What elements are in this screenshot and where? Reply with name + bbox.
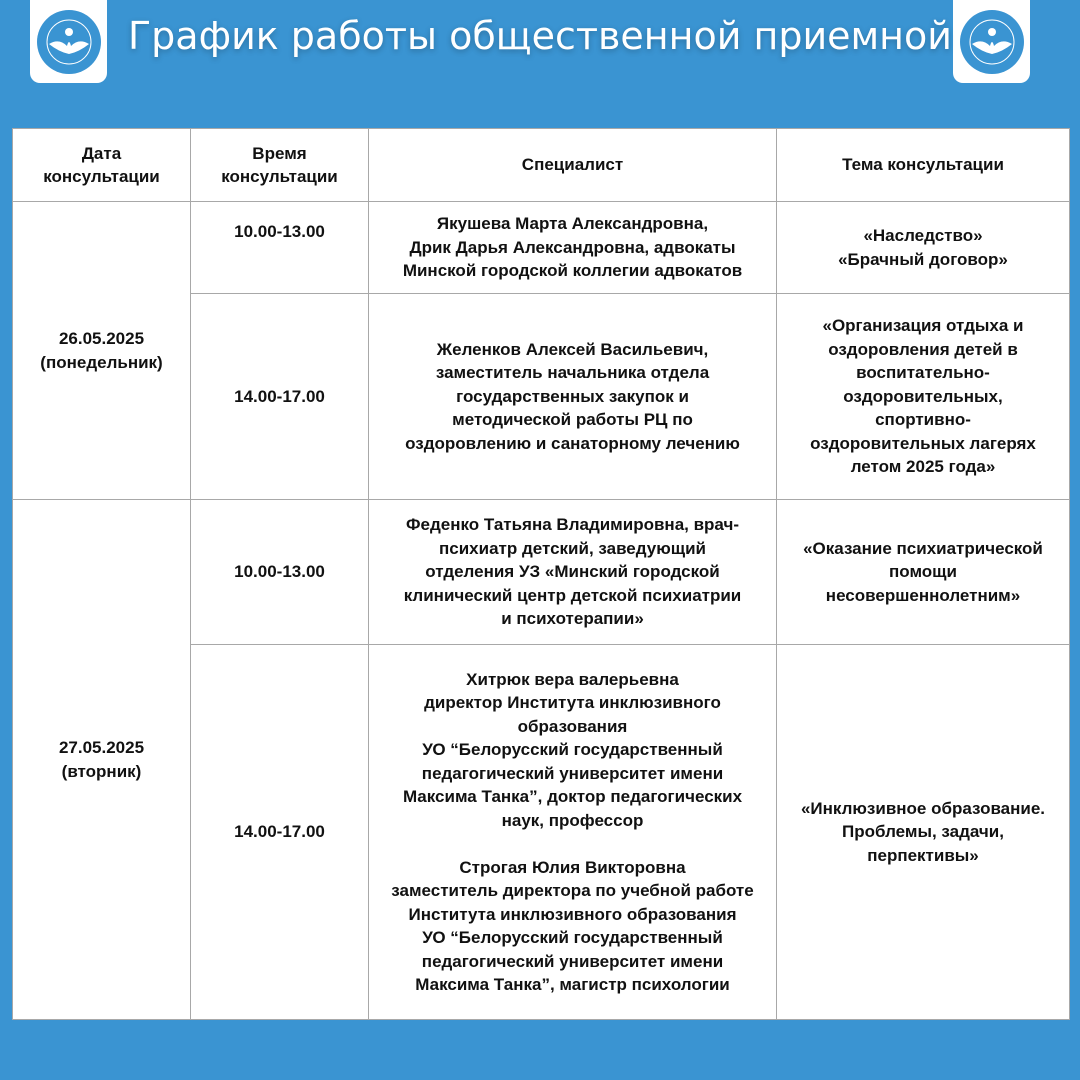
table-row bbox=[13, 202, 1070, 294]
topic-cell: «Инклюзивное образование. Проблемы, задачи, перпективы» bbox=[777, 645, 1070, 1020]
header-time: Время консультации bbox=[191, 129, 369, 202]
header-date: Дата консультации bbox=[13, 129, 191, 202]
header-specialist: Специалист bbox=[369, 129, 777, 202]
header-row bbox=[13, 129, 1070, 202]
specialist-cell: Хитрюк вера валерьевна директор Института инклюзивного образования УО “Белорусский государственный педагогический университет имени Максима Танка”, доктор педагогических наук, профессор Строгая Юлия Викторовна заместитель директора по учебной работе Института инклюзивного образования УО “Белорусский государственный педагогический университет имени Максима Танка”, магистр психологии bbox=[369, 645, 777, 1020]
page-title: График работы общественной приемной bbox=[128, 14, 952, 58]
header-topic: Тема консультации bbox=[777, 129, 1070, 202]
schedule-table bbox=[12, 128, 1070, 1020]
specialist-cell: Желенков Алексей Васильевич, заместитель начальника отдела государственных закупок и методической работы РЦ по оздоровлению и санаторному лечению bbox=[369, 294, 777, 500]
specialist-cell: Якушева Марта Александровна, Дрик Дарья Александровна, адвокаты Минской городской коллегии адвокатов bbox=[369, 202, 777, 294]
specialist-cell: Феденко Татьяна Владимировна, врач- психиатр детский, заведующий отделения УЗ «Минский городской клинический центр детской психиатрии и психотерапии» bbox=[369, 500, 777, 645]
topic-cell: «Оказание психиатрической помощи несовершеннолетним» bbox=[777, 500, 1070, 645]
table-row bbox=[13, 500, 1070, 645]
date-cell: 26.05.2025 (понедельник) bbox=[13, 202, 191, 500]
topic-cell: «Организация отдыха и оздоровления детей в воспитательно- оздоровительных, спортивно- оздоровительных лагерях летом 2025 года» bbox=[777, 294, 1070, 500]
time-cell: 10.00-13.00 bbox=[191, 500, 369, 645]
topic-cell: «Наследство» «Брачный договор» bbox=[777, 202, 1070, 294]
time-cell: 14.00-17.00 bbox=[191, 294, 369, 500]
date-cell: 27.05.2025 (вторник) bbox=[13, 500, 191, 1020]
time-cell: 14.00-17.00 bbox=[191, 645, 369, 1020]
time-cell: 10.00-13.00 bbox=[191, 202, 369, 294]
